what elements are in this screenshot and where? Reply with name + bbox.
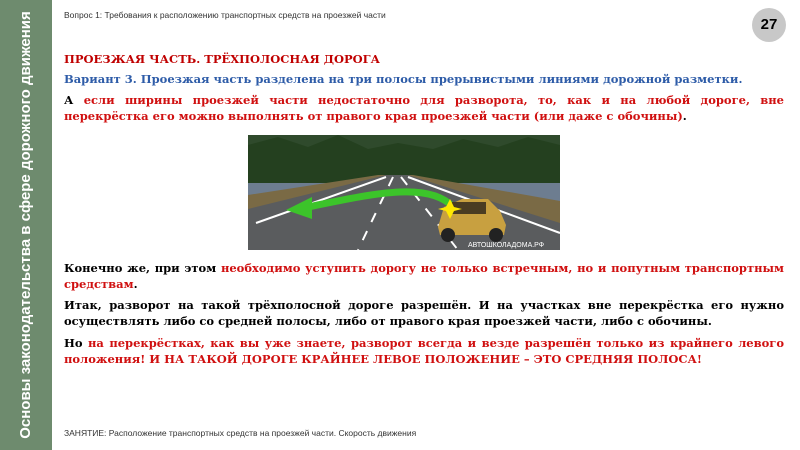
paragraph-u-turn-right-edge [64,92,784,124]
p1-tail: . [682,109,687,123]
p2-lead: Конечно же, при этом [64,261,221,275]
road-illustration [248,135,560,250]
slide-title: ПРОЕЗЖАЯ ЧАСТЬ. ТРЁХПОЛОСНАЯ ДОРОГА [64,52,380,66]
p4-caps: ! И НА ТАКОЙ ДОРОГЕ КРАЙНЕЕ ЛЕВОЕ ПОЛОЖЕНИЕ – ЭТО СРЕДНЯЯ ПОЛОСА! [140,352,702,366]
lesson-footer: ЗАНЯТИЕ: Расположение транспортных средств на проезжей части. Скорость движения [64,428,417,438]
paragraph-yield [64,260,784,292]
p4-lead: Но [64,336,88,350]
sidebar-title: Основы законодательства в сфере дорожного движения [17,11,34,439]
paragraph-intersection [64,335,784,367]
p1-highlight: если ширины проезжей части недостаточно для разворота, то, как и на любой дороге, вне перекрёстка его можно выполнять от правого края проезжей части (или даже с обочины) [64,93,784,123]
p2-highlight: необходимо уступить дорогу не только встречным, но и попутным транспортным средствам [64,261,785,291]
paragraph-summary: Итак, разворот на такой трёхполосной дороге разрешён. И на участках вне перекрёстка его нужно осуществлять либо со средней полосы, либо от правого края проезжей части, либо с обочины. [64,298,784,328]
image-watermark: АВТОШКОЛАДОМА.РФ [468,242,545,249]
p1-lead: А [64,93,84,107]
sidebar [0,0,52,450]
variant-heading: Вариант 3. Проезжая часть разделена на три полосы прерывистыми линиями дорожной разметки. [64,72,743,86]
question-header: Вопрос 1: Требования к расположению транспортных средств на проезжей части [64,10,386,20]
slide-number-badge: 27 [752,8,786,42]
p4-highlight: на перекрёстках, как вы уже знаете, разворот всегда и везде разрешён только из крайнего левого положения [64,336,784,366]
p2-tail: . [133,277,138,291]
